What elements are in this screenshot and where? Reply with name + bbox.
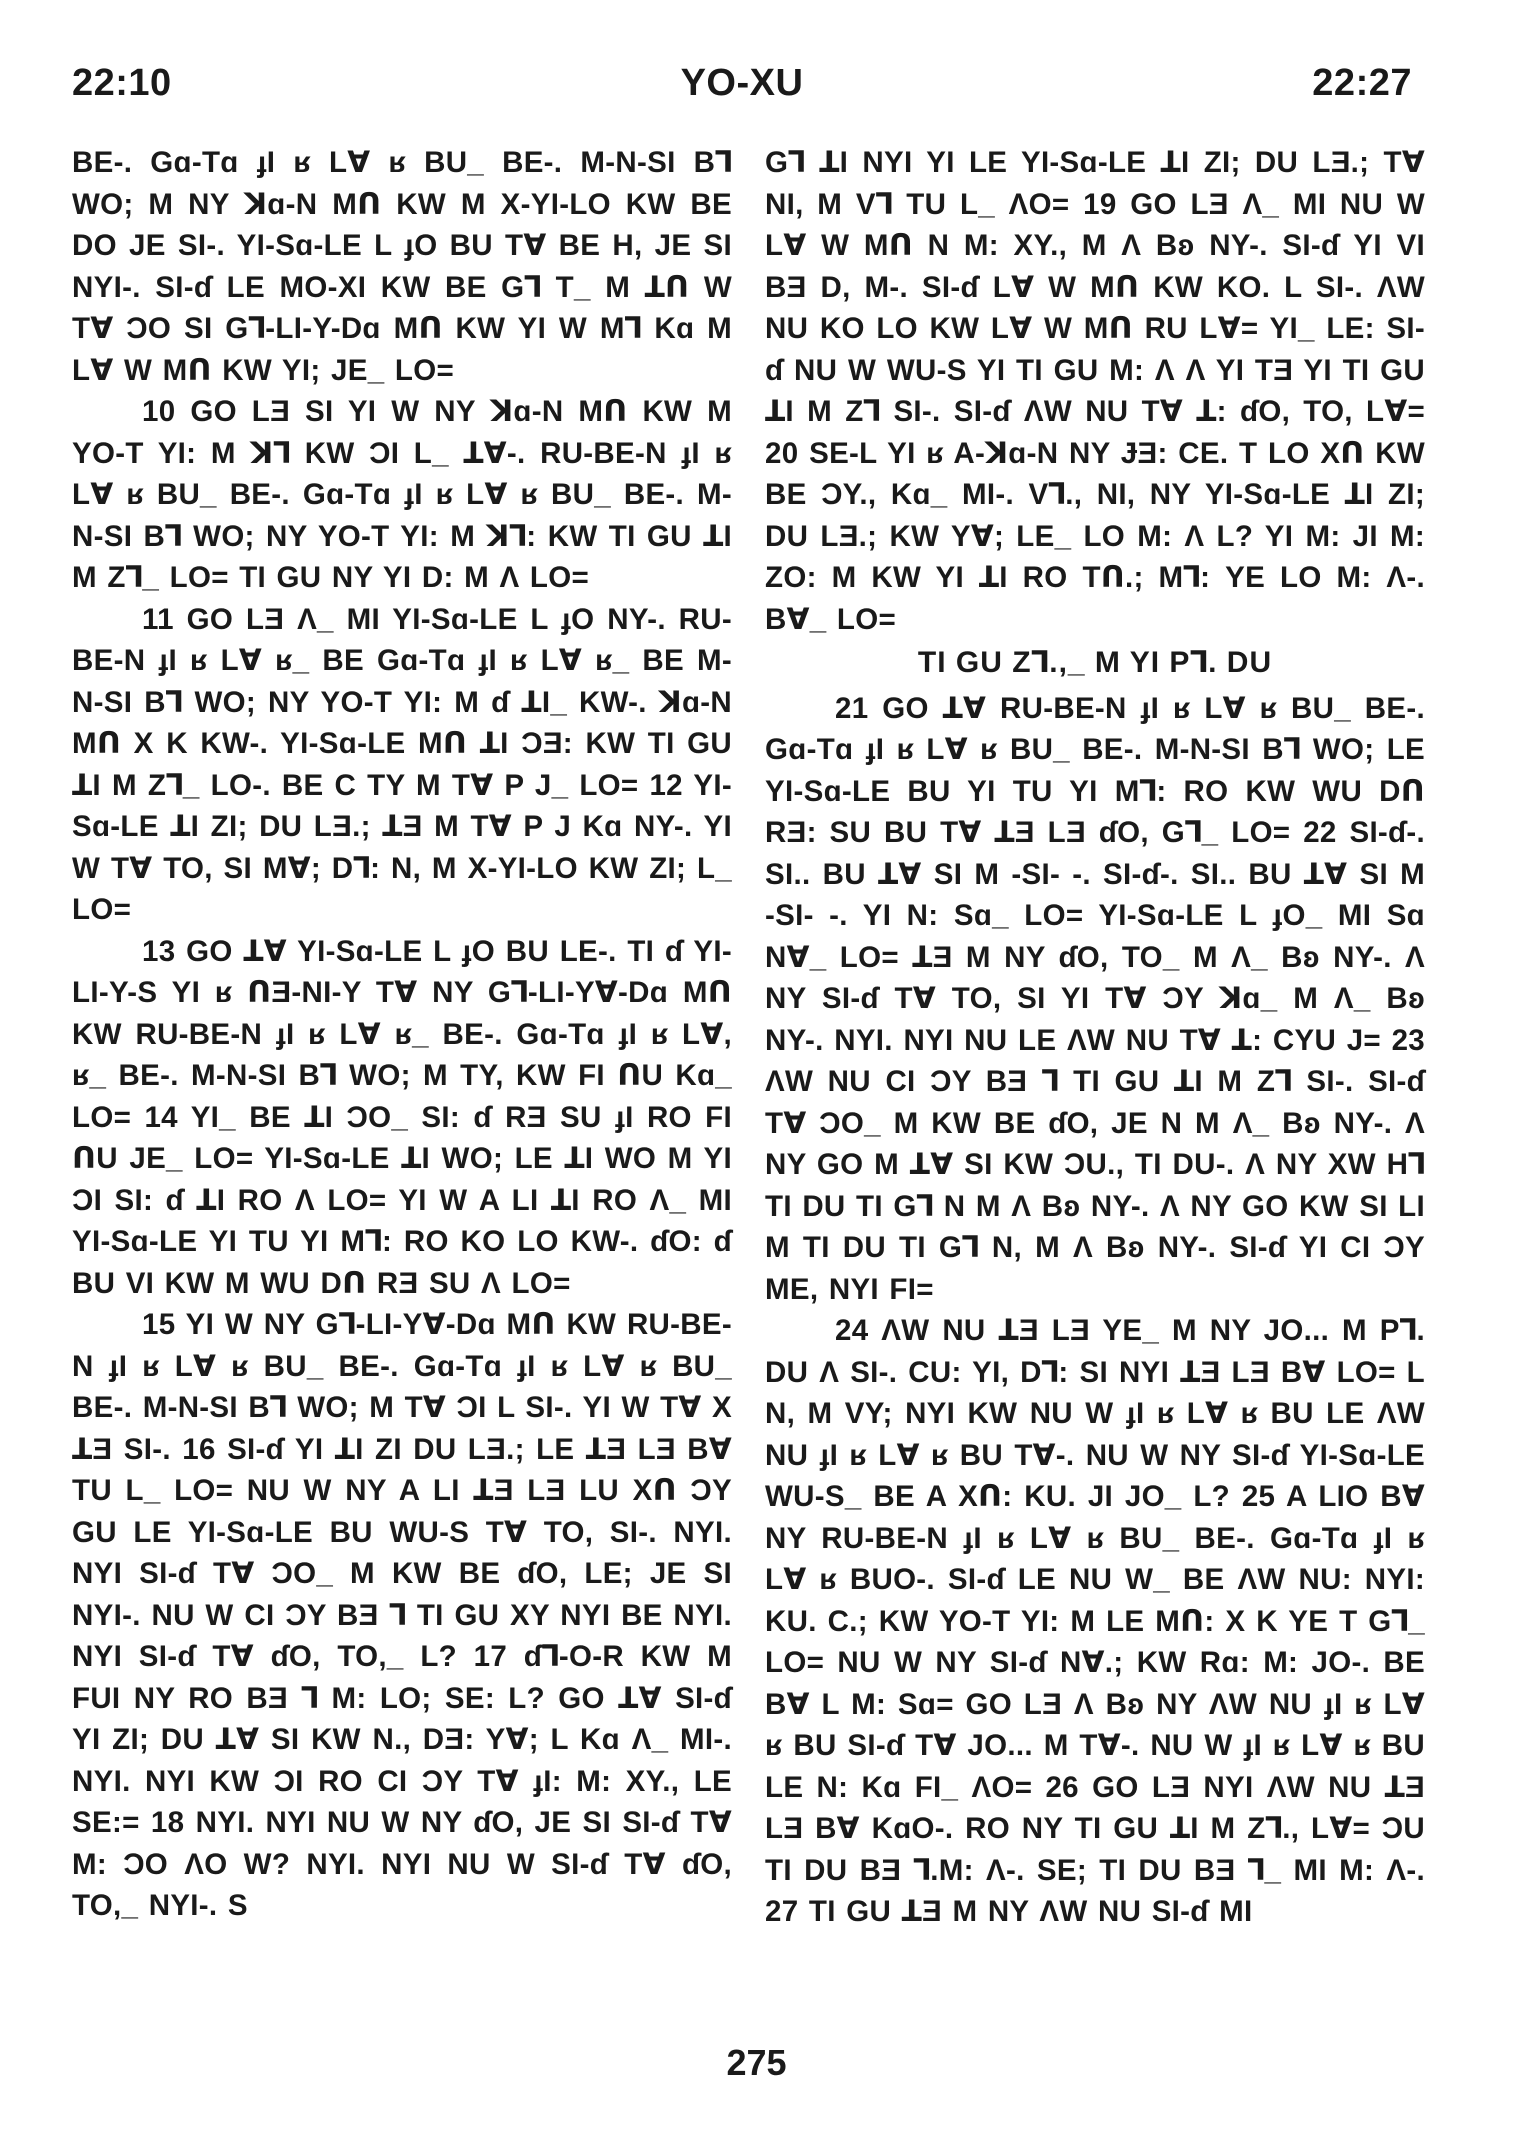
paragraph: 10 GO LƎ SI YI W NY ꓘɑ-N Mꓵ KW M YO-T YI: M ꓘꓶ KW ƆI L_ ꓕⱯ-. RU-BE-N ɟI ʁ LⱯ ʁ BU_ BE-. Gɑ-Tɑ ɟI ʁ LⱯ ʁ BU_ BE-. M-N-SI Bꓶ WO; NY YO-T YI: M ꓘꓶ: KW TI GU ꓕI M Zꓶ_ LO= TI GU NY YI D: M Ʌ LO= bbox=[72, 395, 732, 594]
running-header bbox=[72, 62, 1412, 122]
paragraph: 11 GO LƎ Ʌ_ MI YI-Sɑ-LE L ɟO NY-. RU-BE-N ɟI ʁ LⱯ ʁ_ BE Gɑ-Tɑ ɟI ʁ LⱯ ʁ_ BE M-N-SI Bꓶ WO; NY YO-T YI: M ɗ ꓕI_ KW-. ꓘɑ-N Mꓵ X K KW-. YI-Sɑ-LE Mꓵ ꓕI ƆƎ: KW TI GU ꓕI M Zꓶ_ LO-. BE C TY M TⱯ P J_ LO= 12 YI-Sɑ-LE ꓕI ZI; DU LƎ.; ꓕƎ M TⱯ P J Kɑ NY-. YI W TⱯ TO, SI MⱯ; Dꓶ: N, M X-YI-LO KW ZI; L_ LO= bbox=[72, 602, 732, 926]
paragraph: 21 GO ꓕⱯ RU-BE-N ɟI ʁ LⱯ ʁ BU_ BE-. Gɑ-Tɑ ɟI ʁ LⱯ ʁ BU_ BE-. M-N-SI Bꓶ WO; LE YI-Sɑ-LE BU YI TU YI Mꓶ: RO KW WU Dꓵ RƎ: SU BU TⱯ ꓕƎ LƎ ɗO, Gꓶ_ LO= 22 SI-ɗ-. SI.. BU ꓕⱯ SI M -SI- -. SI-ɗ-. SI.. BU ꓕⱯ SI M -SI- -. YI N: Sɑ_ LO= YI-Sɑ-LE L ɟO_ MI Sɑ NⱯ_ LO= ꓕƎ M NY ɗO, TO_ M Ʌ_ Bʚ NY-. Ʌ NY SI-ɗ TⱯ TO, SI YI TⱯ ƆY ꓘɑ_ M Ʌ_ Bʚ NY-. NYI. NYI NU LE ɅW NU TⱯ ꓕ: CYU J= 23 ɅW NU CI ƆY BƎ ꓶ TI GU ꓕI M Zꓶ SI-. SI-ɗ TⱯ ƆO_ M KW BE ɗO, JE N M Ʌ_ Bʚ NY-. Ʌ NY GO M ꓕⱯ SI KW ƆU., TI DU-. Ʌ NY XW Hꓶ TI DU TI Gꓶ N M Ʌ Bʚ NY-. Ʌ NY GO KW SI LI M TI DU TI Gꓶ N, M Ʌ Bʚ NY-. SI-ɗ YI CI ƆY ME, NYI FI= bbox=[765, 691, 1425, 1306]
header-verse-end: 22:27 bbox=[1312, 62, 1412, 104]
section-heading: TI GU Zꓶ.,_ M YI Pꓶ. DU bbox=[917, 646, 1273, 679]
header-book-title: YO-XU bbox=[680, 62, 804, 104]
paragraph: 13 GO ꓕⱯ YI-Sɑ-LE L ɟO BU LE-. TI ɗ YI-LI-Y-S YI ʁ ꓵƎ-NI-Y TⱯ NY Gꓶ-LI-YⱯ-Dɑ Mꓵ KW RU-BE-N ɟI ʁ LⱯ ʁ_ BE-. Gɑ-Tɑ ɟI ʁ LⱯ, ʁ_ BE-. M-N-SI Bꓶ WO; M TY, KW FI ꓵU Kɑ_ LO= 14 YI_ BE ꓕI ƆO_ SI: ɗ RƎ SU ɟI RO FI ꓵU JE_ LO= YI-Sɑ-LE ꓕI WO; LE ꓕI WO M YI ƆI SI: ɗ ꓕI RO Ʌ LO= YI W A LI ꓕI RO Ʌ_ MI YI-Sɑ-LE YI TU YI Mꓶ: RO KO LO KW-. ɗO: ɗ BU VI KW M WU Dꓵ RƎ SU Ʌ LO= bbox=[72, 934, 732, 1300]
paragraph: 24 ɅW NU ꓕƎ LƎ YE_ M NY JO... M Pꓶ. DU Ʌ SI-. CU: YI, Dꓶ: SI NYI ꓕƎ LƎ BⱯ LO= L N, M VY; NYI KW NU W ɟI ʁ LⱯ ʁ BU LE ɅW NU ɟI ʁ LⱯ ʁ BU TⱯ-. NU W NY SI-ɗ YI-Sɑ-LE WU-S_ BE A Xꓵ: KU. JI JO_ L? 25 A LIO BⱯ NY RU-BE-N ɟI ʁ LⱯ ʁ BU_ BE-. Gɑ-Tɑ ɟI ʁ LⱯ ʁ BUO-. SI-ɗ LE NU W_ BE ɅW NU: NYI: KU. C.; KW YO-T YI: M LE Mꓵ: X K YE T Gꓶ_ LO= NU W NY SI-ɗ NⱯ.; KW Rɑ: M: JO-. BE BⱯ L M: Sɑ= GO LƎ Ʌ Bʚ NY ɅW NU ɟI ʁ LⱯ ʁ BU SI-ɗ TⱯ JO... M TⱯ-. NU W ɟI ʁ LⱯ ʁ BU LE N: Kɑ FI_ ɅO= 26 GO LƎ NYI ɅW NU ꓕƎ LƎ BⱯ KɑO-. RO NY TI GU ꓕI M Zꓶ., LⱯ= ƆU TI DU BƎ ꓶ.M: Ʌ-. SE; TI DU BƎ ꓶ_ MI M: Ʌ-. 27 TI GU ꓕƎ M NY ɅW NU SI-ɗ MI bbox=[765, 1314, 1425, 1928]
paragraph: Gꓶ ꓕI NYI YI LE YI-Sɑ-LE ꓕI ZI; DU LƎ.; TⱯ NI, M Vꓶ TU L_ ɅO= 19 GO LƎ Ʌ_ MI NU W LⱯ W Mꓵ N M: XY., M Ʌ Bʚ NY-. SI-ɗ YI VI BƎ D, M-. SI-ɗ LⱯ W Mꓵ KW KO. L SI-. ɅW NU KO LO KW LⱯ W Mꓵ RU LⱯ= YI_ LE: SI-ɗ NU W WU-S YI TI GU M: Ʌ Ʌ YI TƎ YI TI GU ꓕI M Zꓶ SI-. SI-ɗ ɅW NU TⱯ ꓕ: ɗO, TO, LⱯ= 20 SE-L YI ʁ A-ꓘɑ-N NY ɈƎ: CE. T LO Xꓵ KW BE ƆY., Kɑ_ MI-. Vꓶ., NI, NY YI-Sɑ-LE ꓕI ZI; DU LƎ.; KW YⱯ; LE_ LO M: Ʌ L? YI M: JI M: ZO: M KW YI ꓕI RO Tꓵ.; Mꓶ: YE LO M: Ʌ-. BⱯ_ LO= bbox=[765, 146, 1425, 636]
page-number: 275 bbox=[726, 2042, 787, 2083]
right-text-column bbox=[765, 142, 1425, 1933]
paragraph: 15 YI W NY Gꓶ-LI-YⱯ-Dɑ Mꓵ KW RU-BE-N ɟI ʁ LⱯ ʁ BU_ BE-. Gɑ-Tɑ ɟI ʁ LⱯ ʁ BU_ BE-. M-N-SI Bꓶ WO; M TⱯ ƆI L SI-. YI W TⱯ X ꓕƎ SI-. 16 SI-ɗ YI ꓕI ZI DU LƎ.; LE ꓕƎ LƎ BⱯ TU L_ LO= NU W NY A LI ꓕƎ LƎ LU Xꓵ ƆY GU LE YI-Sɑ-LE BU WU-S TⱯ TO, SI-. NYI. NYI SI-ɗ TⱯ ƆO_ M KW BE ɗO, LE; JE SI NYI-. NU W CI ƆY BƎ ꓶ TI GU XY NYI BE NYI. NYI SI-ɗ TⱯ ɗO, TO,_ L? 17 ɗꓶ-O-R KW M FUI NY RO BƎ ꓶ M: LO; SE: L? GO ꓕⱯ SI-ɗ YI ZI; DU ꓕⱯ SI KW N., DƎ: YⱯ; L Kɑ Ʌ_ MI-. NYI. NYI KW ƆI RO CI ƆY TⱯ ɟI: M: XY., LE SE:= 18 NYI. NYI NU W NY ɗO, JE SI SI-ɗ TⱯ M: ƆO ɅO W? NYI. NYI NU W SI-ɗ TⱯ ɗO, TO,_ NYI-. S bbox=[72, 1308, 733, 1922]
header-verse-start: 22:10 bbox=[72, 62, 172, 104]
paragraph: BE-. Gɑ-Tɑ ɟI ʁ LⱯ ʁ BU_ BE-. M-N-SI Bꓶ WO; M NY ꓘɑ-N Mꓵ KW M X-YI-LO KW BE DO JE SI-. YI-Sɑ-LE L ɟO BU TⱯ BE H, JE SI NYI-. SI-ɗ LE MO-XI KW BE Gꓶ T_ M ꓕꓵ W TⱯ ƆO SI Gꓶ-LI-Y-Dɑ Mꓵ KW YI W Mꓶ Kɑ M LⱯ W Mꓵ KW YI; JE_ LO= bbox=[72, 146, 732, 387]
left-text-column bbox=[72, 142, 732, 1927]
